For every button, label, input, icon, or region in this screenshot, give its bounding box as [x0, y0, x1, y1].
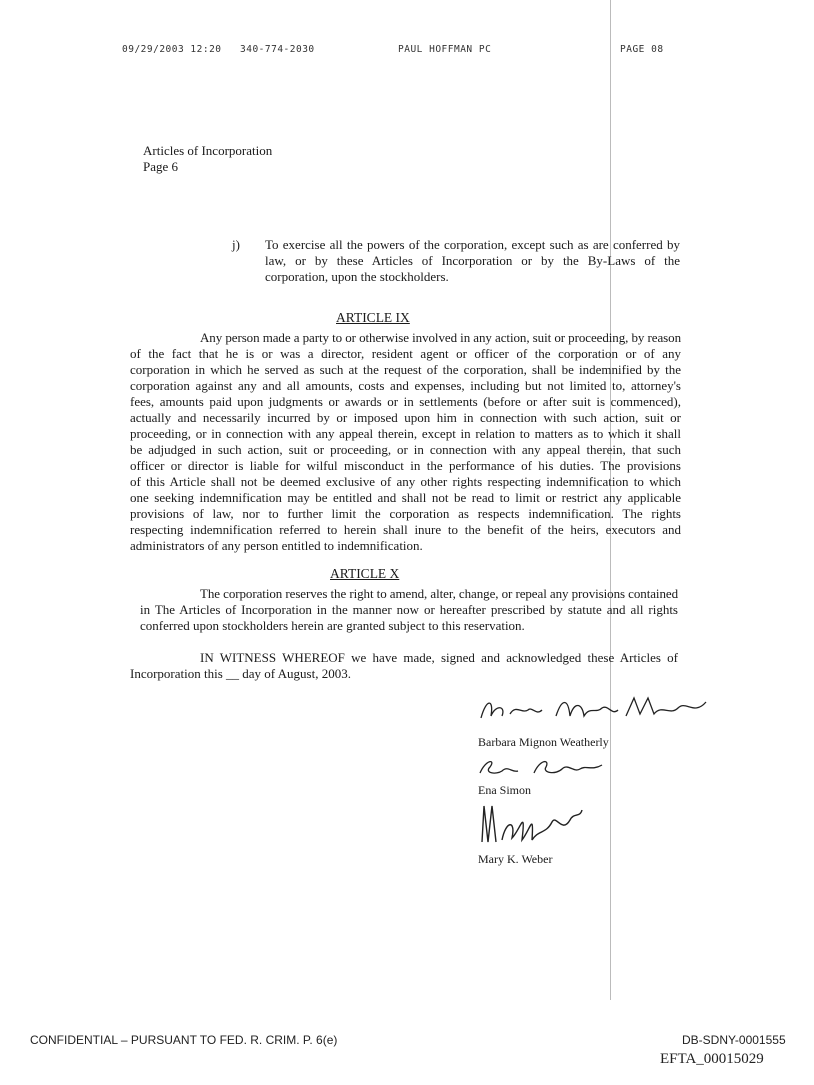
confidential-footer: CONFIDENTIAL – PURSUANT TO FED. R. CRIM. P. 6(e): [30, 1033, 338, 1047]
text-line: of this Article shall not be deemed exclusive of any other rights respecting indemnification to which: [130, 474, 681, 489]
signatory-name-3: Mary K. Weber: [478, 852, 553, 866]
text-line: administrators of any person entitled to indemnification.: [130, 538, 423, 553]
fax-datetime: 09/29/2003 12:20: [122, 44, 222, 55]
text-line: proceeding, or in connection with any appeal therein, except in relation to matters as to which it shall: [130, 426, 681, 441]
text-line: corporation against any and all amounts, costs and expenses, including but not limited to, attorney's: [130, 378, 681, 393]
text-line: fees, amounts paid upon judgments or awards or in settlements (before or after suit is commenced),: [130, 394, 681, 409]
article-9-heading: ARTICLE IX: [336, 310, 410, 325]
text-line: The corporation reserves the right to amend, alter, change, or repeal any provisions contained: [200, 586, 678, 601]
item-label: j): [232, 237, 240, 252]
signature-1: [476, 694, 716, 724]
text-line: actually and necessarily incurred by or imposed upon him in connection with such action, suit or: [130, 410, 681, 425]
text-line: be adjudged in such action, suit or proceeding, or in connection with any appeal therein, that such: [130, 442, 681, 457]
text-line: conferred upon stockholders herein are granted subject to this reservation.: [140, 618, 525, 633]
text-line: in The Articles of Incorporation in the manner now or hereafter prescribed by statute and all rights: [140, 602, 678, 617]
article-10-heading: ARTICLE X: [330, 566, 400, 581]
text-line: one seeking indemnification may be entitled and shall not be read to limit or restrict any applicable: [130, 490, 681, 505]
text-line: To exercise all the powers of the corporation, except such as are conferred by: [265, 237, 680, 252]
bates-number-2: EFTA_00015029: [660, 1051, 764, 1067]
fax-phone: 340-774-2030: [240, 44, 315, 55]
fax-sender: PAUL HOFFMAN PC: [398, 44, 492, 55]
doc-title: Articles of Incorporation: [143, 143, 273, 158]
signature-2: [476, 755, 606, 779]
text-line: law, or by these Articles of Incorporation or by the By-Laws of the: [265, 253, 680, 268]
text-line: corporation, upon the stockholders.: [265, 269, 449, 284]
signatory-name-1: Barbara Mignon Weatherly: [478, 735, 609, 749]
signature-3: [476, 800, 586, 846]
text-line: Incorporation this __ day of August, 2003.: [130, 666, 351, 681]
bates-number-1: DB-SDNY-0001555: [682, 1033, 786, 1047]
text-line: provisions of law, nor to further limit the corporation as respects indemnification. The rights: [130, 506, 681, 521]
text-line: corporation in which he served as such at the request of the corporation, shall be indemnified by the: [130, 362, 681, 377]
text-line: respecting indemnification referred to herein shall inure to the benefit of the heirs, executors and: [130, 522, 681, 537]
text-line: officer or director is liable for wilful misconduct in the performance of his duties. The provisions: [130, 458, 681, 473]
doc-page: Page 6: [143, 159, 179, 174]
text-line: Any person made a party to or otherwise involved in any action, suit or proceeding, by reason: [200, 330, 681, 345]
fax-page: PAGE 08: [620, 44, 664, 55]
text-line: IN WITNESS WHEREOF we have made, signed and acknowledged these Articles of: [200, 650, 678, 665]
signatory-name-2: Ena Simon: [478, 783, 531, 797]
text-line: of the fact that he is or was a director, resident agent or officer of the corporation or of any: [130, 346, 681, 361]
